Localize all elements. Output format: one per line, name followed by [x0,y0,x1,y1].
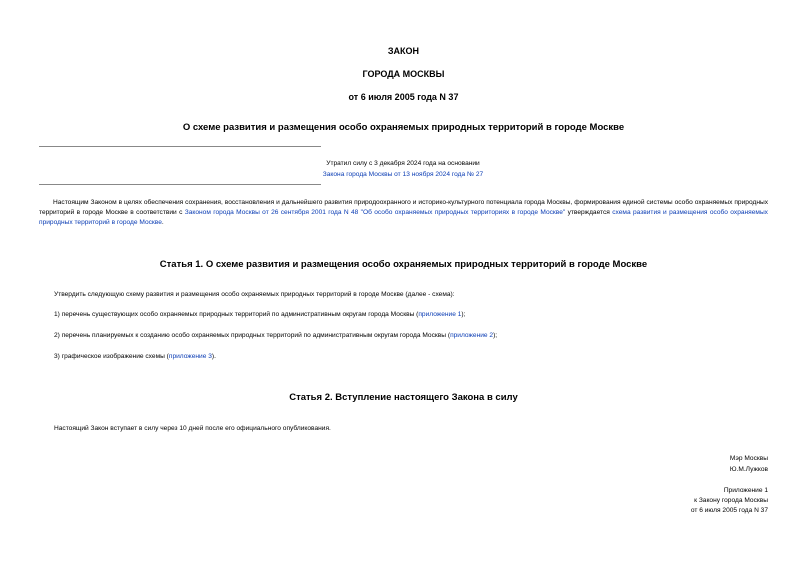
item-1-text: 1) перечень существующих особо охраняемых природных территорий по административным округам города Москвы ( [54,311,419,318]
repealed-notice [300,158,506,180]
appendix-reference [691,486,768,516]
article-1-heading: Статья 1. О схеме развития и размещения особо охраняемых природных территорий в городе Москве [159,259,648,270]
signature-name: Ю.М.Лужков [729,466,768,473]
top-divider [39,146,321,147]
item-3-text: 3) графическое изображение схемы ( [54,353,169,360]
preamble-text-end: . [161,219,164,226]
article-1-item-3 [54,352,216,362]
repealed-text: Утратил силу с 3 декабря 2024 года на основании [326,160,480,167]
bottom-divider [39,184,321,185]
appendix-line-1: Приложение 1 [723,487,768,494]
item-2-text: 2) перечень планируемых к созданию особо охраняемых природных территорий по административным округам города Москвы ( [54,332,451,339]
appendix-line-2: к Закону города Москвы [694,497,768,504]
law-48-link[interactable]: Законом города Москвы от 26 сентября 2001 года N 48 "Об особо охраняемых природных территориях в городе Москве" [184,209,566,216]
article-1-item-1 [54,310,465,320]
article-2-text: Настоящий Закон вступает в силу через 10 дней после его официального опубликования. [54,425,331,432]
signature-block [730,454,768,475]
repealing-law-link[interactable]: Закона города Москвы от 13 ноября 2024 года № 27 [322,171,484,178]
article-2-heading: Статья 2. Вступление настоящего Закона в силу [289,392,518,403]
document-title: О схеме развития и размещения особо охраняемых природных территорий в городе Москве [182,122,625,133]
article-1-intro: Утвердить следующую схему развития и размещения особо охраняемых природных территорий в городе Москве (далее - схема): [54,291,455,298]
preamble-paragraph [39,198,768,228]
scheme-link[interactable]: схема развития и размещения особо охраняемых природных территорий в городе Москве [39,209,768,226]
appendix-line-3: от 6 июля 2005 года N 37 [690,507,768,514]
preamble-text-middle: утверждается [565,209,613,216]
appendix-2-link[interactable]: приложение 2 [450,332,494,339]
document-authority: ГОРОДА МОСКВЫ [362,69,445,79]
article-1-item-2 [54,331,497,341]
signature-position: Мэр Москвы [729,455,768,462]
appendix-3-link[interactable]: приложение 3 [168,353,212,360]
document-type: ЗАКОН [387,46,420,56]
item-2-end: ); [493,332,498,339]
document-date-number: от 6 июля 2005 года N 37 [348,92,459,102]
item-3-end: ). [211,353,216,360]
preamble-text: Настоящим Законом в целях обеспечения сохранения, восстановления и дальнейшего развития природоохранного и историко-культурного потенциала города Москвы, формирования единой системы особо охраняемых природных территорий в городе Москве в соответствии с [39,199,768,216]
item-1-end: ); [461,311,466,318]
appendix-1-link[interactable]: приложение 1 [418,311,462,318]
